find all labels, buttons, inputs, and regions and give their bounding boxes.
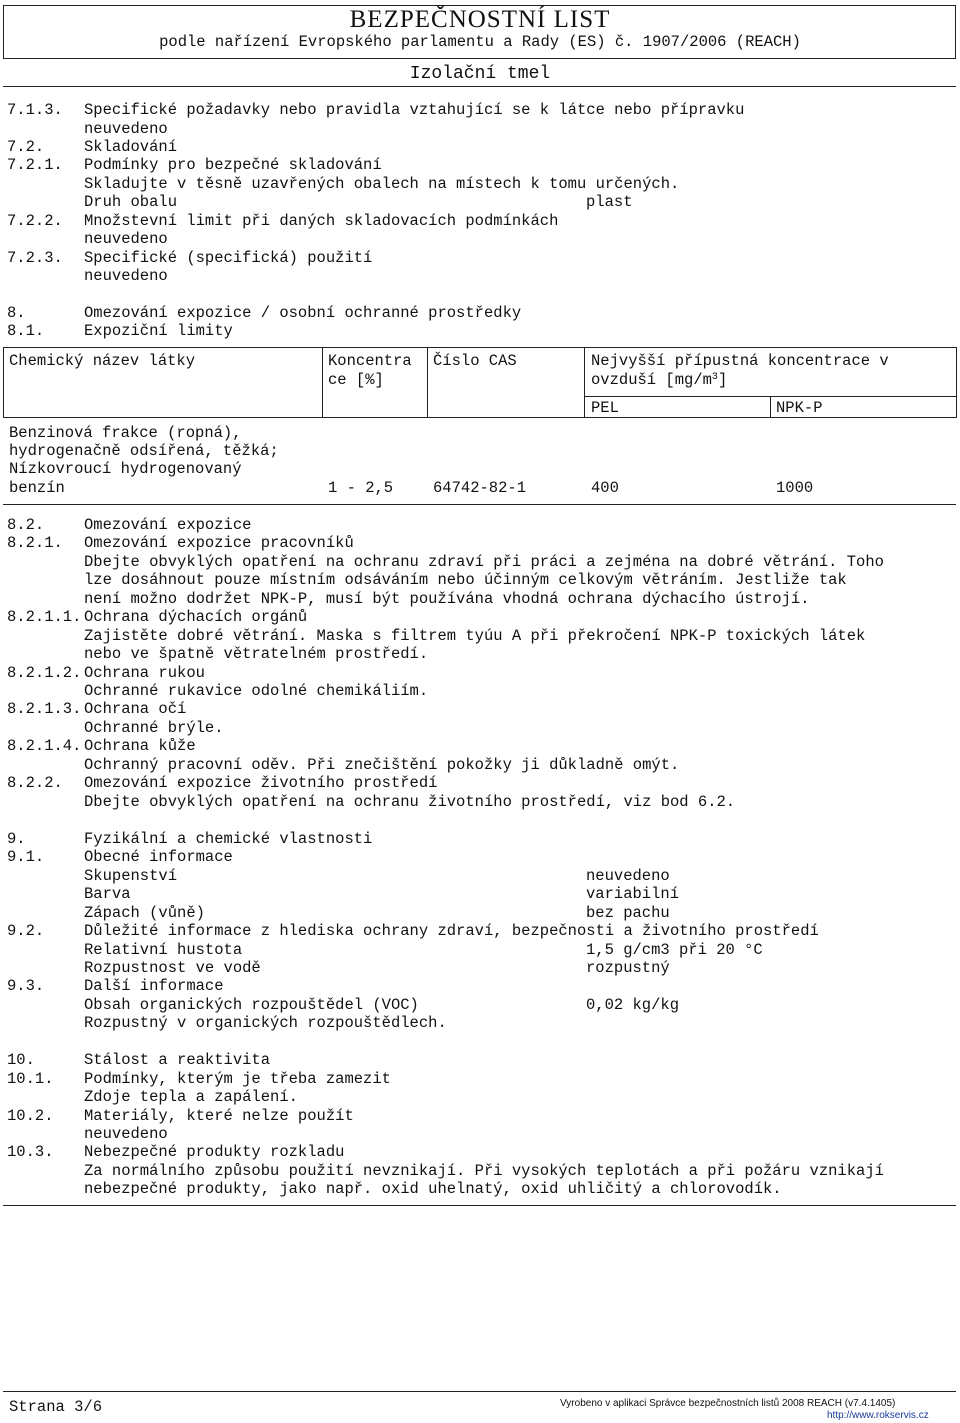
- section-heading: Ochrana dýchacích orgánů: [84, 608, 308, 626]
- column-header-limit: Nejvyšší přípustná koncentrace v: [591, 352, 889, 370]
- property-label: Obsah organických rozpouštědel (VOC): [84, 996, 419, 1014]
- section-heading: Omezování expozice: [84, 516, 252, 534]
- section-text: neuvedeno: [84, 1125, 168, 1143]
- property-label: Zápach (vůně): [84, 904, 205, 922]
- section-heading: Ochrana rukou: [84, 664, 205, 682]
- column-header-pel: PEL: [591, 399, 619, 417]
- property-label: Rozpustnost ve vodě: [84, 959, 261, 977]
- section-number: 8.2.1.1.: [7, 608, 82, 626]
- section-heading: Omezování expozice / osobní ochranné prostředky: [84, 304, 522, 322]
- table-header-bottom: [3, 417, 956, 418]
- table-divider: [770, 396, 771, 417]
- section-heading: Podmínky, kterým je třeba zamezit: [84, 1070, 391, 1088]
- header-divider: [3, 86, 956, 87]
- section-number: 10.3.: [7, 1143, 54, 1161]
- property-label: Relativní hustota: [84, 941, 243, 959]
- section-heading: Skladování: [84, 138, 178, 156]
- section-number: 7.2.: [7, 138, 45, 156]
- column-header-concentration: Koncentra: [328, 352, 412, 370]
- column-header-name: Chemický název látky: [9, 352, 196, 370]
- section-text: Skladujte v těsně uzavřených obalech na místech k tomu určených.: [84, 175, 680, 193]
- section-number: 9.3.: [7, 977, 45, 995]
- section-heading: Materiály, které nelze použít: [84, 1107, 354, 1125]
- section-text: neuvedeno: [84, 267, 168, 285]
- column-header-npkp: NPK-P: [776, 399, 823, 417]
- substance-name: Benzinová frakce (ropná),: [9, 424, 242, 442]
- section-heading: Další informace: [84, 977, 224, 995]
- section-heading: Ochrana kůže: [84, 737, 196, 755]
- section-heading: Obecné informace: [84, 848, 233, 866]
- column-header-concentration-2: ce [%]: [328, 371, 384, 389]
- section-heading: Nebezpečné produkty rozkladu: [84, 1143, 345, 1161]
- property-value: rozpustný: [586, 959, 670, 977]
- section-text: Zajistěte dobré větrání. Maska s filtrem tyúu A při překročení NPK-P toxických látek: [84, 627, 866, 645]
- section-number: 8.2.2.: [7, 774, 63, 792]
- section-text: Rozpustný v organických rozpouštědlech.: [84, 1014, 447, 1032]
- section-number: 7.2.2.: [7, 212, 63, 230]
- section-heading: Specifické (specifická) použití: [84, 249, 373, 267]
- table-divider: [427, 347, 428, 417]
- substance-pel: 400: [591, 479, 619, 497]
- property-value: bez pachu: [586, 904, 670, 922]
- section-heading: Důležité informace z hlediska ochrany zdraví, bezpečnosti a životního prostředí: [84, 922, 819, 940]
- page-number: Strana 3/6: [9, 1398, 103, 1416]
- property-label: Skupenství: [84, 867, 178, 885]
- section-heading: Expoziční limity: [84, 322, 233, 340]
- section-text: neuvedeno: [84, 230, 168, 248]
- section-text: Dbejte obvyklých opatření na ochranu zdraví při práci a zejména na dobré větrání. Toho: [84, 553, 884, 571]
- section-text: nebo ve špatně větratelném prostředí.: [84, 645, 429, 663]
- section-heading: Podmínky pro bezpečné skladování: [84, 156, 382, 174]
- table-bottom: [3, 504, 956, 505]
- section-heading: Specifické požadavky nebo pravidla vztahující se k látce nebo přípravku: [84, 101, 745, 119]
- substance-npkp: 1000: [776, 479, 814, 497]
- section-text: není možno dodržet NPK-P, musí být používána vhodná ochrana dýchacího ústrojí.: [84, 590, 810, 608]
- section-heading: Ochrana očí: [84, 700, 187, 718]
- substance-name: Nízkovroucí hydrogenovaný: [9, 460, 242, 478]
- section-number: 8.2.1.2.: [7, 664, 82, 682]
- product-name: Izolační tmel: [409, 64, 551, 84]
- section-heading: Stálost a reaktivita: [84, 1051, 271, 1069]
- column-header-limit-unit: ovzduší $[mg/m^3]$: [591, 371, 728, 389]
- section-text: Zdoje tepla a zapálení.: [84, 1088, 298, 1106]
- packaging-label: Druh obalu: [84, 193, 178, 211]
- property-value: 0,02 kg/kg: [586, 996, 680, 1014]
- section-heading: Omezování expozice životního prostředí: [84, 774, 438, 792]
- section-number: 8.1.: [7, 322, 45, 340]
- section-number: 7.1.3.: [7, 101, 63, 119]
- section-text: Dbejte obvyklých opatření na ochranu životního prostředí, viz bod 6.2.: [84, 793, 736, 811]
- section-number: 10.1.: [7, 1070, 54, 1088]
- section-number: 10.2.: [7, 1107, 54, 1125]
- section-number: 9.: [7, 830, 26, 848]
- table-divider: [584, 347, 585, 417]
- property-value: neuvedeno: [586, 867, 670, 885]
- section-text: neuvedeno: [84, 120, 168, 138]
- document-title: BEZPEČNOSTNÍ LIST: [349, 6, 611, 33]
- section-text: Ochranný pracovní oděv. Při znečištění pokožky ji důkladně omýt.: [84, 756, 680, 774]
- packaging-value: plast: [586, 193, 633, 211]
- section-text: Ochranné rukavice odolné chemikáliím.: [84, 682, 429, 700]
- substance-name: benzín: [9, 479, 65, 497]
- substance-concentration: 1 - 2,5: [328, 479, 394, 497]
- document-subtitle: podle nařízení Evropského parlamentu a Rady (ES) č. 1907/2006 (REACH): [159, 33, 801, 51]
- table-divider: [322, 347, 323, 417]
- section-text: lze dosáhnout pouze místním odsáváním nebo účinným celkovým větráním. Jestliže tak: [84, 571, 847, 589]
- section-number: 9.2.: [7, 922, 45, 940]
- section-number: 7.2.3.: [7, 249, 63, 267]
- section-number: 8.2.: [7, 516, 45, 534]
- section-text: Za normálního způsobu použití nevznikají. Při vysokých teplotách a při požáru vznikají: [84, 1162, 884, 1180]
- column-header-cas: Číslo CAS: [433, 352, 517, 370]
- section-heading: Omezování expozice pracovníků: [84, 534, 354, 552]
- property-label: Barva: [84, 885, 131, 903]
- substance-name: hydrogenačně odsířená, těžká;: [9, 442, 279, 460]
- property-value: 1,5 g/cm3 při 20 °C: [586, 941, 763, 959]
- section-number: 8.2.1.4.: [7, 737, 82, 755]
- section-number: 10.: [7, 1051, 35, 1069]
- property-value: variabilní: [586, 885, 680, 903]
- content-bottom-rule: [3, 1205, 956, 1206]
- section-number: 8.: [7, 304, 26, 322]
- section-heading: Množstevní limit při daných skladovacích podmínkách: [84, 212, 559, 230]
- section-number: 9.1.: [7, 848, 45, 866]
- section-number: 8.2.1.: [7, 534, 63, 552]
- section-text: nebezpečné produkty, jako např. oxid uhelnatý, oxid uhličitý a chlorovodík.: [84, 1180, 782, 1198]
- substance-cas: 64742-82-1: [433, 479, 527, 497]
- section-number: 8.2.1.3.: [7, 700, 82, 718]
- producer-note: Vyrobeno v aplikaci Správce bezpečnostních listů 2008 REACH (v7.4.1405): [560, 1398, 896, 1409]
- table-divider: [584, 396, 956, 397]
- producer-link[interactable]: http://www.rokservis.cz: [827, 1410, 929, 1421]
- section-text: Ochranné brýle.: [84, 719, 224, 737]
- section-number: 7.2.1.: [7, 156, 63, 174]
- section-heading: Fyzikální a chemické vlastnosti: [84, 830, 373, 848]
